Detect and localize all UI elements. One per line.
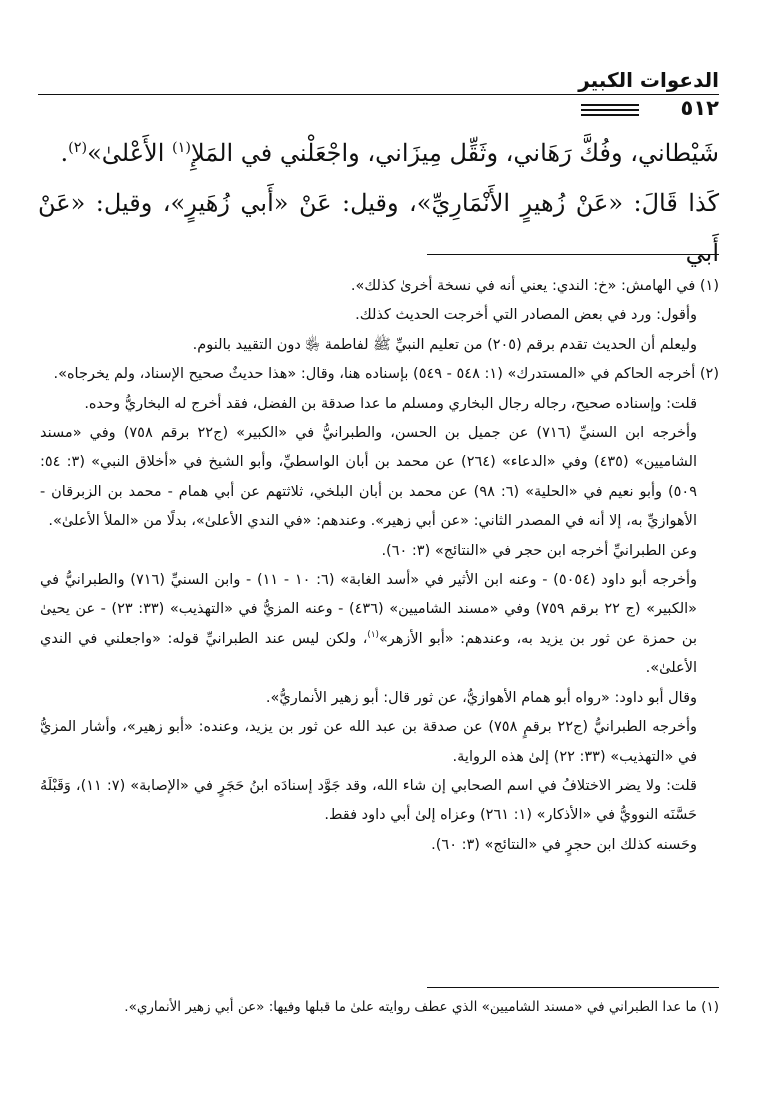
running-title: الدعوات الكبير <box>578 68 719 92</box>
footnote-1-comment: وأقول: ورد في بعض المصادر التي أخرجت الحديث كذلك. <box>355 307 697 324</box>
footnote-2-para: وأخرجه أبو داود (٥٠٥٤) - وعنه ابن الأثير في «أسد الغابة» (٦: ١٠ - ١١) - وابن السنيِّ (٧١٦) والطبرانيُّ في «الكبير» (ج ٢٢ برقم ٧٥٩) وفي «مسند الشاميين» (٤٣٦) - وعنه المزيُّ في «التهذيب» (٣٣: ٢٣) - عن يحيىٰ بن حمزة عن ثور بن يزيد به، وعندهم: «أبو الأزهر»$^{(١)}$، ولكن ليس عند الطبرانيِّ قوله: «واجعلني في الندي الأعلىٰ». <box>40 572 698 677</box>
footnote-2: (٢) أخرجه الحاكم في «المستدرك» (١: ٥٤٨ - ٥٤٩) بإسناده هنا، وقال: «هذا حديثٌ صحيح الإسناد، ولم يخرجاه». <box>53 366 719 383</box>
footnote-2-para: وقال أبو داود: «رواه أبو همام الأهوازيُّ، عن ثور قال: أبو زهير الأنماريُّ». <box>265 689 697 706</box>
header-rule <box>38 94 719 95</box>
note-reference-2: (٢) <box>68 140 88 156</box>
footnote-2-para: وأخرجه الطبرانيُّ (ج٢٢ برقمٍ ٧٥٨) عن صدقة بن عبد الله عن ثور بن يزيد، وعنده: «أبو زهير»، وأشار المزيُّ في «التهذيب» (٣٣: ٢٢) إلىٰ هذه الرواية. <box>40 719 697 765</box>
sub-footnote-separator <box>427 987 719 988</box>
footnotes <box>40 272 719 860</box>
main-text <box>38 128 719 278</box>
main-text-line-1: شَيْطاني، وفُكَّ رَهَاني، وثَقِّل مِيزَاني، واجْعَلْني في المَلإِ$^{(١)}$ الأَعْلىٰ»$^{(٢)}$. <box>60 139 719 167</box>
footnote-2-para: وعن الطبرانيِّ أخرجه ابن حجر في «النتائج» (٣: ٦٠). <box>381 542 697 559</box>
footnote-2-para: قلت: ولا يضر الاختلافُ في اسم الصحابي إن شاء الله، وقد جَوَّد إسنادَه ابنُ حَجَرٍ في «الإصابة» (٧: ١١)، وَقَبْلَهُ حَسَّنَه النوويُّ في «الأذكار» (١: ٢٦١) وعزاه إلىٰ أبي داود فقط. <box>40 777 697 824</box>
footnote-2-para: قلت: وإسناده صحيح، رجاله رجال البخاري ومسلم ما عدا صدقة بن الفضل، فقد أخرج له البخاريُّ وحده. <box>84 395 697 412</box>
footnote-1: (١) في الهامش: «خ: الندي: يعني أنه في نسخة أخرىٰ كذلك». <box>350 278 719 294</box>
sub-note-reference: (١) <box>367 630 379 641</box>
page-number-ornament <box>581 104 639 116</box>
page-number: ٥١٢ <box>680 96 719 120</box>
footnote-2-para: وحَسنه كذلك ابن حجرٍ في «النتائج» (٣: ٦٠). <box>431 836 697 853</box>
footnote-2-para: وأخرجه ابن السنيِّ (٧١٦) عن جميل بن الحسن، والطبرانيُّ في «الكبير» (ج٢٢ برقم ٧٥٨) وفي «مسند الشاميين» (٤٣٥) وفي «الدعاء» (٢٦٤) عن محمد بن أبان الواسطيِّ، وأبو الشيخ في «أخلاق النبي» (٣: ٥٤: ٥٠٩) وأبو نعيم في «الحلية» (٦: ٩٨) عن محمد بن أبان البلخي، ثلاثتهم عن أبي همام - محمد بن الزبرقان - الأهوازيِّ به، إلا أنه في المصدر الثاني: «عن أبي زهير». وعندهم: «في الندي الأعلىٰ»، بدلًا من «الملأ الأعلىٰ». <box>40 425 697 530</box>
note-reference-1: (١) <box>172 140 191 156</box>
footnote-separator <box>427 254 719 255</box>
footnote-1-note: وليعلم أن الحديث تقدم برقم (٢٠٥) من تعليم النبيِّ ﷺ لفاطمة ﵂ دون التقييد بالنوم. <box>192 336 697 353</box>
main-text-line-2: كَذا قَالَ: «عَنْ زُهيرٍ الأَنْمَارِيِّ»، وقيل: عَنْ «أَبي زُهَيرٍ»، وقيل: «عَنْ أَبي <box>38 189 719 267</box>
sub-footnote: (١) ما عدا الطبراني في «مسند الشاميين» الذي عطف روايته علىٰ ما قبلها وفيها: «عن أبي زهير الأنماري». <box>124 999 719 1015</box>
